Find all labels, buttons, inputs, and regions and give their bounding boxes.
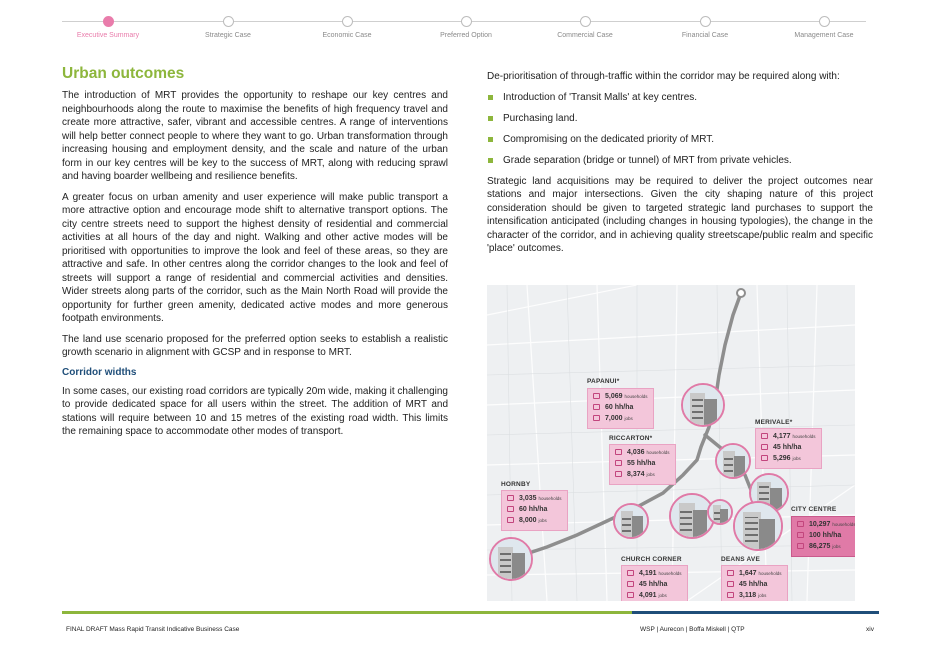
paragraph: Strategic land acquisitions may be required to deliver the project outcomes near stations and major intersections. Given the city shaping nature of this project consideration should be given to targeted strategic land purchases to support the intensification anticipated (including changes in housing typologies), the change in the character of the corridor, and in achieving quality streetscape/public realm and specific 'place' outcomes. [487, 175, 873, 254]
list-item [487, 154, 873, 168]
papanui-photo [681, 383, 725, 427]
density-icon [593, 404, 600, 410]
jobs-icon [797, 543, 804, 549]
step-label: Economic Case [322, 32, 372, 39]
stats-callout-city-centre: 10,297 households 100 hh/ha 86,275 jobs [791, 516, 855, 557]
paragraph: De-prioritisation of through-traffic within the corridor may be required along with: [487, 71, 840, 82]
corridor-map [487, 285, 855, 601]
place-label-riccarton: RICCARTON* [609, 435, 653, 442]
list-item [487, 112, 873, 126]
density-icon [797, 532, 804, 538]
bullet-list [487, 91, 873, 168]
place-label-merivale: MERIVALE* [755, 419, 793, 426]
step-dot-icon [819, 16, 830, 27]
stats-callout-hornby: 3,035 households 60 hh/ha 8,000 jobs [501, 490, 568, 531]
nav-step-economic-case[interactable] [292, 16, 402, 39]
jobs-icon [727, 592, 734, 598]
bullet-icon [488, 116, 493, 121]
step-dot-icon [223, 16, 234, 27]
nav-step-strategic-case[interactable] [173, 16, 283, 39]
stats-callout-merivale: 4,177 households 45 hh/ha 5,296 jobs [755, 428, 822, 469]
household-icon [761, 433, 768, 439]
density-icon [615, 460, 622, 466]
place-label-papanui: PAPANUI* [587, 378, 620, 385]
stats-callout-papanui: 5,069 households 60 hh/ha 7,000 jobs [587, 388, 654, 429]
density-icon [627, 581, 634, 587]
church-corner-photo [613, 503, 649, 539]
jobs-icon [627, 592, 634, 598]
jobs-icon [593, 415, 600, 421]
nav-step-commercial-case[interactable] [530, 16, 640, 39]
deans-ave-photo [707, 499, 733, 525]
city-centre-photo [733, 501, 783, 551]
footer-authors: WSP | Aurecon | Boffa Miskell | QTP [640, 626, 745, 633]
step-label: Management Case [794, 32, 854, 39]
merivale-photo [715, 443, 751, 479]
household-icon [797, 521, 804, 527]
paragraph: A greater focus on urban amenity and user experience will make public transport a more attractive option and encourage mode shift to alternative transport options. The city centre streets need to support the highest density of residential and commercial activities at all hours of the day and night. Walking and other active modes will be prioritised with opportunities to improve the look and feel of these areas, so they are attractive and safe. In other centres along the corridor changes to the look and feel of streets will support a range of residential and commercial activities and densities. Wider streets along parts of the corridor, such as the Main North Road will provide the opportunity for further green amenity, dedicated active modes and more generous footpath environments. [62, 191, 448, 324]
footer-rule-blue [632, 611, 879, 614]
section-progress-nav [62, 14, 866, 44]
left-column [62, 65, 448, 446]
stats-callout-church-corner: 4,191 households 45 hh/ha 4,091 jobs [621, 565, 688, 601]
stats-callout-riccarton: 4,036 households 55 hh/ha 8,374 jobs [609, 444, 676, 485]
step-dot-icon [103, 16, 114, 27]
bullet-icon [488, 137, 493, 142]
step-dot-icon [580, 16, 591, 27]
hornby-photo [489, 537, 533, 581]
jobs-icon [615, 471, 622, 477]
bullet-icon [488, 158, 493, 163]
place-label-city-centre: CITY CENTRE [791, 506, 837, 513]
nav-step-financial-case[interactable] [650, 16, 760, 39]
list-item [487, 91, 873, 105]
list-item [487, 133, 873, 147]
place-label-deans-ave: DEANS AVE [721, 556, 761, 563]
step-dot-icon [342, 16, 353, 27]
list-item-text: Purchasing land. [503, 112, 578, 124]
place-label-church-corner: CHURCH CORNER [621, 556, 682, 563]
footer-rule-green [62, 611, 632, 614]
nav-step-management-case[interactable] [769, 16, 879, 39]
paragraph: In some cases, our existing road corridors are typically 20m wide, making it challenging to provide dedicated space for all users within the street. The addition of MRT and stations will require between 10 and 15 metres of the existing road width. This limits the remaining space to accommodate other modes of transport. [62, 385, 448, 437]
paragraph: The introduction of MRT provides the opportunity to reshape our key centres and neighbourhoods along the route to maximise the benefits of high frequency travel and create more attractive, safer, vibrant and accessible centres. A range of interventions will help better connect people to where they want to go. Urban transformation through increasing housing and employment density, and the scale and nature of the urban form in our key centres will be key to the success of MRT, along with reducing sprawl and having boarder wellbeing and resilience benefits. [62, 90, 448, 182]
section-title: Urban outcomes [62, 65, 185, 82]
jobs-icon [761, 455, 768, 461]
density-icon [727, 581, 734, 587]
paragraph: The land use scenario proposed for the preferred option seeks to establish a realistic growth scenario in alignment with GCSP and in response to MRT. [62, 333, 448, 358]
step-label: Preferred Option [440, 32, 492, 39]
list-item-text: Grade separation (bridge or tunnel) of MRT from private vehicles. [503, 154, 792, 166]
list-item-text: Introduction of 'Transit Malls' at key centres. [503, 91, 698, 103]
footer-page-number: xiv [866, 626, 874, 633]
nav-step-executive-summary[interactable] [53, 16, 163, 39]
household-icon [727, 570, 734, 576]
household-icon [593, 393, 600, 399]
step-label: Commercial Case [557, 32, 613, 39]
density-icon [507, 506, 514, 512]
household-icon [615, 449, 622, 455]
stats-callout-deans-ave: 1,647 households 45 hh/ha 3,118 jobs [721, 565, 788, 601]
list-item-text: Compromising on the dedicated priority of MRT. [503, 133, 715, 145]
subheading: Corridor widths [62, 366, 137, 378]
step-dot-icon [700, 16, 711, 27]
jobs-icon [507, 517, 514, 523]
step-label: Strategic Case [205, 32, 251, 39]
step-label: Executive Summary [76, 32, 140, 39]
place-label-hornby: HORNBY [501, 481, 531, 488]
household-icon [627, 570, 634, 576]
right-column [487, 70, 873, 263]
footer-document-title: FINAL DRAFT Mass Rapid Transit Indicative Business Case [66, 626, 240, 633]
density-icon [761, 444, 768, 450]
step-dot-icon [461, 16, 472, 27]
step-label: Financial Case [681, 32, 729, 39]
footer-rule [62, 611, 879, 614]
bullet-icon [488, 95, 493, 100]
nav-step-preferred-option[interactable] [411, 16, 521, 39]
household-icon [507, 495, 514, 501]
